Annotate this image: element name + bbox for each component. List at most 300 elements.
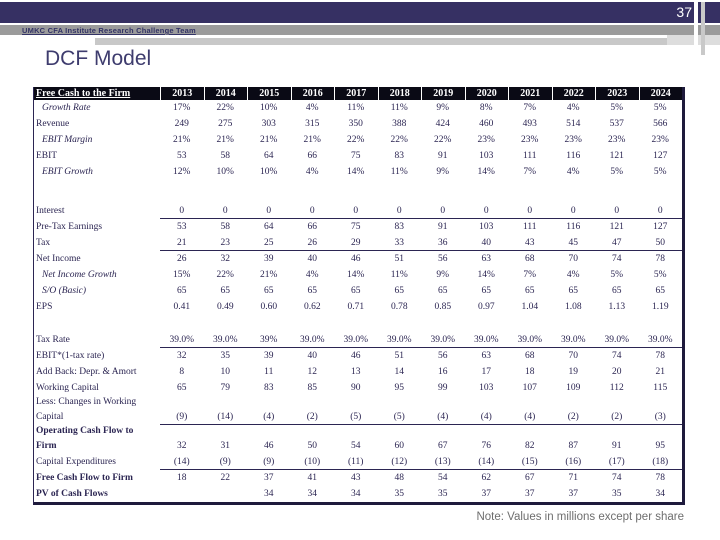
cell-value: 1.04 [521, 302, 539, 312]
cell-value: 39.0% [604, 335, 630, 345]
cell-value: 40 [307, 351, 317, 361]
cell-value: 10 [220, 367, 230, 377]
cell-value: 5% [653, 167, 667, 177]
cell-value: 26 [307, 238, 317, 248]
cell-value: 5% [610, 167, 624, 177]
cell-value [160, 486, 204, 502]
cell-value: (3) [654, 412, 666, 422]
cell-value: 1.08 [564, 302, 582, 312]
cell-value: 65 [438, 286, 448, 296]
cell-value: 388 [392, 119, 407, 129]
row-label: Firm [36, 441, 57, 451]
cell-value: 39.0% [212, 335, 238, 345]
cell-value: 21% [173, 135, 191, 145]
cell-value: 0.78 [390, 302, 408, 312]
cell-value: 53 [177, 222, 187, 232]
cell-value: 424 [435, 119, 450, 129]
cell-value: (12) [391, 457, 408, 467]
cell-value: (5) [350, 412, 362, 422]
cell-value: 74 [612, 254, 622, 264]
cell-value: 51 [394, 254, 404, 264]
year-header: 2023 [595, 87, 639, 100]
cell-value: 54 [438, 473, 448, 483]
row-values [160, 100, 682, 116]
table-row [34, 380, 682, 396]
cell-value: 11% [390, 167, 408, 177]
cell-value: (14) [478, 457, 495, 467]
cell-value: 46 [264, 441, 274, 451]
row-label: Capital [36, 412, 64, 422]
row-values [160, 438, 682, 454]
cell-value: 14% [347, 167, 365, 177]
cell-value: (2) [306, 412, 318, 422]
dcf-table [33, 87, 685, 505]
table-body [34, 100, 682, 502]
year-header: 2021 [508, 87, 552, 100]
cell-value: 22% [216, 103, 234, 113]
row-values [160, 299, 682, 315]
cell-value: 50 [307, 441, 317, 451]
cell-value: 20 [612, 367, 622, 377]
cell-value: 58 [220, 151, 230, 161]
cell-value: 39 [264, 351, 274, 361]
cell-value: 78 [655, 473, 665, 483]
cell-value: 0 [222, 206, 228, 216]
cell-value: 65 [525, 286, 535, 296]
year-header: 2016 [291, 87, 335, 100]
cell-value: 34 [264, 489, 274, 499]
cell-value: 0 [657, 206, 663, 216]
cell-value: 18 [177, 473, 187, 483]
cell-value: 1.19 [651, 302, 669, 312]
cell-value: 65 [264, 286, 274, 296]
cell-value: 51 [394, 351, 404, 361]
row-values [160, 283, 682, 299]
cell-value: 315 [305, 119, 320, 129]
cell-value: 12% [173, 167, 191, 177]
cell-value: 53 [177, 151, 187, 161]
cell-value: 39.0% [299, 335, 325, 345]
table-row [34, 283, 682, 299]
cell-value: 67 [438, 441, 448, 451]
cell-value: 14% [477, 270, 495, 280]
cell-value: 0.97 [477, 302, 495, 312]
spacer-row [34, 180, 682, 203]
row-values [160, 486, 682, 502]
cell-value: 47 [612, 238, 622, 248]
cell-value: 39.0% [517, 335, 543, 345]
cell-value: 46 [351, 351, 361, 361]
cell-value: (14) [173, 457, 190, 467]
cell-value: 56 [438, 254, 448, 264]
cell-value: 39% [260, 335, 278, 345]
cell-value: 65 [481, 286, 491, 296]
light-gray-band [95, 38, 720, 45]
row-label: Working Capital [36, 383, 99, 393]
cell-value: 65 [307, 286, 317, 296]
row-label: EPS [36, 302, 53, 312]
cell-value: 21% [260, 270, 278, 280]
cell-value: 10% [216, 167, 234, 177]
cell-value: 0.49 [216, 302, 234, 312]
cell-value: 0.62 [303, 302, 321, 312]
cell-value: 74 [612, 473, 622, 483]
row-label: Free Cash Flow to Firm [36, 473, 133, 483]
cell-value: 249 [174, 119, 189, 129]
cell-value: 9% [436, 270, 450, 280]
cell-value: 35 [612, 489, 622, 499]
cell-value: 22 [220, 473, 230, 483]
cell-value: 64 [264, 222, 274, 232]
row-label: S/O (Basic) [42, 286, 87, 296]
cell-value: 0 [179, 206, 185, 216]
cell-value: 350 [348, 119, 363, 129]
table-row [34, 409, 682, 425]
cell-value: 34 [307, 489, 317, 499]
table-row [34, 148, 682, 164]
row-values [160, 148, 682, 164]
cell-value: 60 [394, 441, 404, 451]
cell-value: 75 [351, 222, 361, 232]
cell-value: 112 [609, 383, 624, 393]
cell-value: 11% [390, 270, 408, 280]
cell-value: 7% [523, 167, 537, 177]
cell-value: 0 [396, 206, 402, 216]
cell-value: 75 [351, 151, 361, 161]
cell-value: 5% [610, 270, 624, 280]
cell-value: 26 [177, 254, 187, 264]
cell-value: 63 [481, 351, 491, 361]
cell-value: 17% [173, 103, 191, 113]
cell-value: 8% [479, 103, 493, 113]
cell-value: 65 [220, 286, 230, 296]
cell-value [204, 486, 248, 502]
row-values [160, 380, 682, 396]
cell-value: 83 [394, 151, 404, 161]
cell-value: 43 [525, 238, 535, 248]
cell-value: 35 [220, 351, 230, 361]
cell-value: 54 [351, 441, 361, 451]
cell-value: (10) [304, 457, 321, 467]
table-row [34, 132, 682, 148]
cell-value: 68 [525, 254, 535, 264]
cell-value: 91 [612, 441, 622, 451]
year-header: 2014 [204, 87, 248, 100]
row-label: Growth Rate [42, 103, 91, 113]
cell-value: 127 [653, 222, 668, 232]
cell-value: 70 [568, 254, 578, 264]
cell-value: (13) [434, 457, 451, 467]
year-header: 2019 [421, 87, 465, 100]
cell-value: 0.60 [260, 302, 278, 312]
cell-value: (15) [521, 457, 538, 467]
cell-value: 71 [568, 473, 578, 483]
table-row [34, 425, 682, 438]
table-row [34, 486, 682, 502]
cell-value: 9% [436, 167, 450, 177]
cell-value: 65 [177, 383, 187, 393]
cell-value: 85 [307, 383, 317, 393]
cell-value: 62 [481, 473, 491, 483]
row-values [160, 219, 682, 235]
cell-value: 37 [264, 473, 274, 483]
cell-value: 14% [347, 270, 365, 280]
cell-value: 121 [609, 222, 624, 232]
cell-value: 25 [264, 238, 274, 248]
top-accent-bar [0, 2, 720, 23]
cell-value: 115 [653, 383, 668, 393]
cell-value: 21% [303, 135, 321, 145]
cell-value: 34 [351, 489, 361, 499]
team-banner: UMKC CFA Institute Research Challenge Team [22, 26, 196, 35]
table-row [34, 267, 682, 283]
cell-value: 39.0% [560, 335, 586, 345]
cell-value: 109 [566, 383, 581, 393]
cell-value: 74 [612, 351, 622, 361]
cell-value: 7% [523, 103, 537, 113]
cell-value: 14 [394, 367, 404, 377]
cell-value: 21% [260, 135, 278, 145]
cell-value: 36 [438, 238, 448, 248]
year-header: 2017 [334, 87, 378, 100]
cell-value: (17) [608, 457, 625, 467]
cell-value: 82 [525, 441, 535, 451]
cell-value: 16 [438, 367, 448, 377]
cell-value: 0 [527, 206, 533, 216]
cell-value: 4% [305, 167, 319, 177]
row-label: Less: Changes in Working [36, 397, 137, 407]
cell-value: 23% [608, 135, 626, 145]
table-row [34, 164, 682, 180]
cell-value: 56 [438, 351, 448, 361]
cell-value: 10% [260, 167, 278, 177]
row-label: Tax Rate [36, 335, 70, 345]
footnote: Note: Values in millions except per share [476, 511, 684, 523]
cell-value: 78 [655, 254, 665, 264]
cell-value: 39.0% [430, 335, 456, 345]
cell-value: 17 [481, 367, 491, 377]
row-label: Operating Cash Flow to [36, 426, 134, 436]
cell-value: 11 [264, 367, 274, 377]
cell-value: 493 [522, 119, 537, 129]
row-values [160, 267, 682, 283]
table-row [34, 219, 682, 235]
row-label: Capital Expenditures [36, 457, 116, 467]
row-values [160, 470, 682, 486]
cell-value: 64 [264, 151, 274, 161]
cell-value: (4) [480, 412, 492, 422]
cell-value: 22% [216, 270, 234, 280]
cell-value: 116 [566, 222, 581, 232]
row-values [160, 332, 682, 348]
cell-value: 40 [307, 254, 317, 264]
cell-value: (9) [263, 457, 275, 467]
cell-value: 111 [522, 151, 537, 161]
cell-value: 83 [394, 222, 404, 232]
cell-value: 0 [266, 206, 272, 216]
cell-value: 22% [347, 135, 365, 145]
cell-value: 50 [655, 238, 665, 248]
table-row [34, 251, 682, 267]
vertical-accent-white [694, 2, 698, 49]
cell-value: 103 [479, 383, 494, 393]
cell-value: 18 [525, 367, 535, 377]
cell-value: 21% [216, 135, 234, 145]
cell-value: 121 [609, 151, 624, 161]
cell-value: (9) [219, 457, 231, 467]
cell-value: 66 [307, 222, 317, 232]
cell-value: 33 [394, 238, 404, 248]
cell-value: 43 [351, 473, 361, 483]
cell-value: (11) [348, 457, 364, 467]
year-header: 2022 [552, 87, 596, 100]
cell-value: 32 [220, 254, 230, 264]
cell-value: 65 [568, 286, 578, 296]
cell-value: 23% [564, 135, 582, 145]
cell-value: 19 [568, 367, 578, 377]
cell-value: 76 [481, 441, 491, 451]
cell-value: 48 [394, 473, 404, 483]
cell-value: (5) [393, 412, 405, 422]
cell-value: 95 [394, 383, 404, 393]
cell-value: 5% [610, 103, 624, 113]
cell-value: 37 [525, 489, 535, 499]
cell-value: 275 [218, 119, 233, 129]
cell-value: 4% [305, 270, 319, 280]
cell-value: 0 [440, 206, 446, 216]
cell-value: 537 [609, 119, 624, 129]
cell-value: 99 [438, 383, 448, 393]
cell-value: 67 [525, 473, 535, 483]
table-row [34, 100, 682, 116]
cell-value: (4) [524, 412, 536, 422]
table-corner-label: Free Cash to the Firm [36, 88, 131, 99]
cell-value: 41 [307, 473, 317, 483]
cell-value: 0 [309, 206, 315, 216]
page-number: 37 [676, 4, 692, 20]
row-values [160, 348, 682, 364]
row-label: EBIT Margin [42, 135, 93, 145]
row-values [160, 364, 682, 380]
cell-value: 79 [220, 383, 230, 393]
row-label: Net Income [36, 254, 81, 264]
table-row [34, 364, 682, 380]
cell-value: 0.71 [347, 302, 365, 312]
row-label: EBIT [36, 151, 58, 161]
table-row [34, 299, 682, 315]
cell-value: 7% [523, 270, 537, 280]
cell-value: 91 [438, 222, 448, 232]
row-values [160, 454, 682, 470]
row-values [160, 116, 682, 132]
cell-value: 23% [651, 135, 669, 145]
cell-value: 103 [479, 222, 494, 232]
vertical-accent-gray [701, 2, 705, 55]
spacer-row [34, 315, 682, 332]
cell-value: 103 [479, 151, 494, 161]
cell-value: 9% [436, 103, 450, 113]
cell-value: 116 [566, 151, 581, 161]
cell-value: 5% [653, 103, 667, 113]
cell-value: 0 [570, 206, 576, 216]
cell-value: 23% [521, 135, 539, 145]
cell-value: 39.0% [647, 335, 673, 345]
cell-value: 4% [566, 103, 580, 113]
table-row [34, 332, 682, 348]
cell-value: 4% [305, 103, 319, 113]
cell-value: 22% [434, 135, 452, 145]
cell-value: 29 [351, 238, 361, 248]
table-row [34, 438, 682, 454]
cell-value: 65 [351, 286, 361, 296]
cell-value: 0 [483, 206, 489, 216]
year-header: 2018 [378, 87, 422, 100]
cell-value: 34 [655, 489, 665, 499]
cell-value: 70 [568, 351, 578, 361]
cell-value: (16) [565, 457, 582, 467]
cell-value: 5% [653, 270, 667, 280]
row-values [160, 251, 682, 267]
cell-value: 15% [173, 270, 191, 280]
cell-value: 68 [525, 351, 535, 361]
row-values [160, 235, 682, 251]
cell-value: 39.0% [473, 335, 499, 345]
row-label: PV of Cash Flows [36, 489, 108, 499]
cell-value: 0.41 [173, 302, 191, 312]
year-header: 2015 [247, 87, 291, 100]
table-row [34, 116, 682, 132]
year-header: 2024 [639, 87, 683, 100]
cell-value: 46 [351, 254, 361, 264]
row-label: Revenue [36, 119, 70, 129]
row-label: EBIT Growth [42, 167, 93, 177]
cell-value: 39 [264, 254, 274, 264]
cell-value: 78 [655, 351, 665, 361]
cell-value: 0.85 [434, 302, 452, 312]
cell-value: 39.0% [343, 335, 369, 345]
cell-value: 14% [477, 167, 495, 177]
table-row [34, 348, 682, 364]
cell-value: 1.13 [608, 302, 626, 312]
cell-value: 31 [220, 441, 230, 451]
cell-value: 566 [653, 119, 668, 129]
cell-value: 127 [653, 151, 668, 161]
cell-value: 65 [655, 286, 665, 296]
cell-value: 39.0% [169, 335, 195, 345]
cell-value: 8 [179, 367, 185, 377]
cell-value: (18) [652, 457, 669, 467]
table-row [34, 203, 682, 219]
cell-value: 10% [260, 103, 278, 113]
row-values [160, 132, 682, 148]
cell-value: 58 [220, 222, 230, 232]
cell-value: 107 [522, 383, 537, 393]
cell-value: 65 [177, 286, 187, 296]
cell-value: 514 [566, 119, 581, 129]
cell-value: (2) [611, 412, 623, 422]
cell-value: 460 [479, 119, 494, 129]
cell-value: 12 [307, 367, 317, 377]
cell-value: 66 [307, 151, 317, 161]
cell-value: 35 [438, 489, 448, 499]
row-label: Net Income Growth [42, 270, 117, 280]
row-label: Interest [36, 206, 65, 216]
row-values [160, 203, 682, 219]
cell-value: (2) [567, 412, 579, 422]
cell-value: 4% [566, 167, 580, 177]
cell-value: (9) [176, 412, 188, 422]
cell-value: 83 [264, 383, 274, 393]
